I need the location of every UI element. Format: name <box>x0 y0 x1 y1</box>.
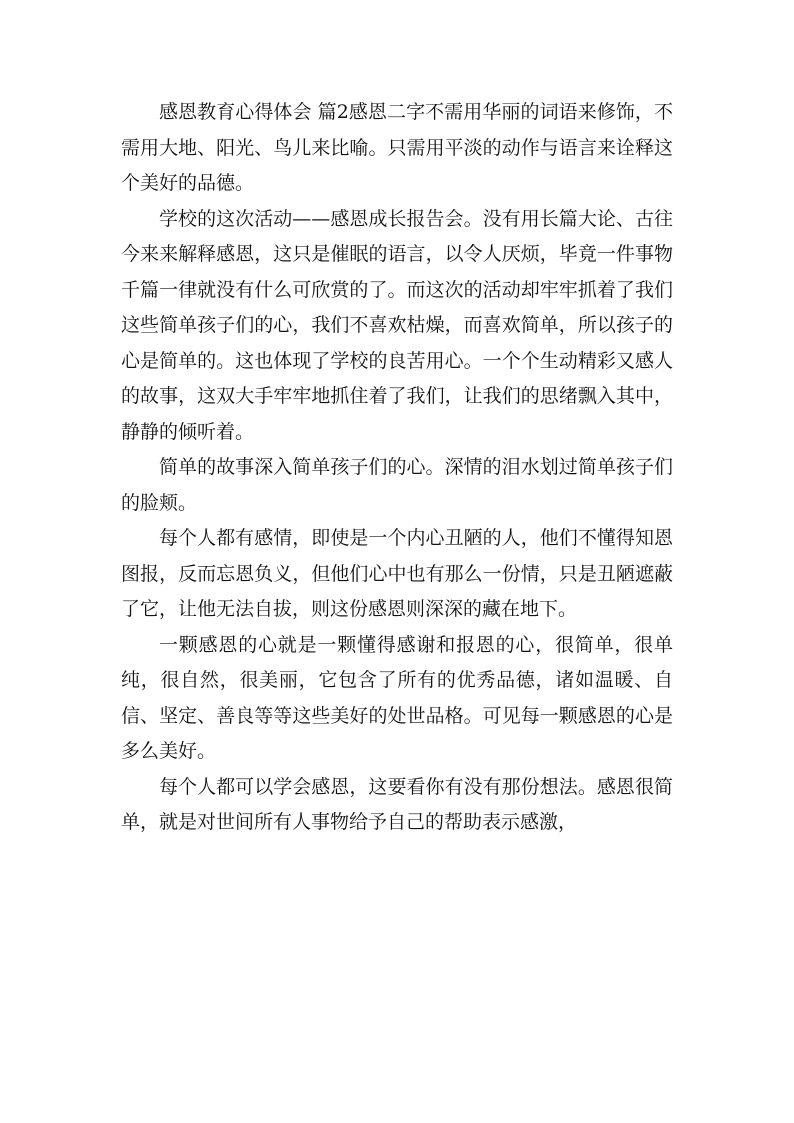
paragraph-1: 感恩教育心得体会 篇2感恩二字不需用华丽的词语来修饰，不需用大地、阳光、鸟儿来比喻。只需用平淡的动作与语言来诠释这个美好的品德。 <box>121 101 673 194</box>
paragraph-6: 每个人都可以学会感恩，这要看你有没有那份想法。感恩很简单，就是对世间所有人事物给予自己的帮助表示感激， <box>121 775 673 833</box>
document-body <box>121 95 673 841</box>
paragraph-4: 每个人都有感情，即使是一个内心丑陋的人，他们不懂得知恩图报，反而忘恩负义，但他们心中也有那么一份情，只是丑陋遮蔽了它，让他无法自拔，则这份感恩则深深的藏在地下。 <box>121 527 673 620</box>
paragraph-2: 学校的这次活动——感恩成长报告会。没有用长篇大论、古往今来来解释感恩，这只是催眠的语言，以令人厌烦，毕竟一件事物千篇一律就没有什么可欣赏的了。而这次的活动却牢牢抓着了我们这些简单孩子们的心，我们不喜欢枯燥，而喜欢简单，所以孩子的心是简单的。这也体现了学校的良苦用心。一个个生动精彩又感人的故事，这双大手牢牢地抓住着了我们，让我们的思绪飘入其中，静静的倾听着。 <box>121 207 673 443</box>
paragraph-5: 一颗感恩的心就是一颗懂得感谢和报恩的心，很简单，很单纯，很自然，很美丽，它包含了所有的优秀品德，诸如温暖、自信、坚定、善良等等这些美好的处世品格。可见每一颗感恩的心是多么美好。 <box>121 633 673 762</box>
paragraph-3: 简单的故事深入简单孩子们的心。深情的泪水划过简单孩子们的脸颊。 <box>121 456 673 514</box>
